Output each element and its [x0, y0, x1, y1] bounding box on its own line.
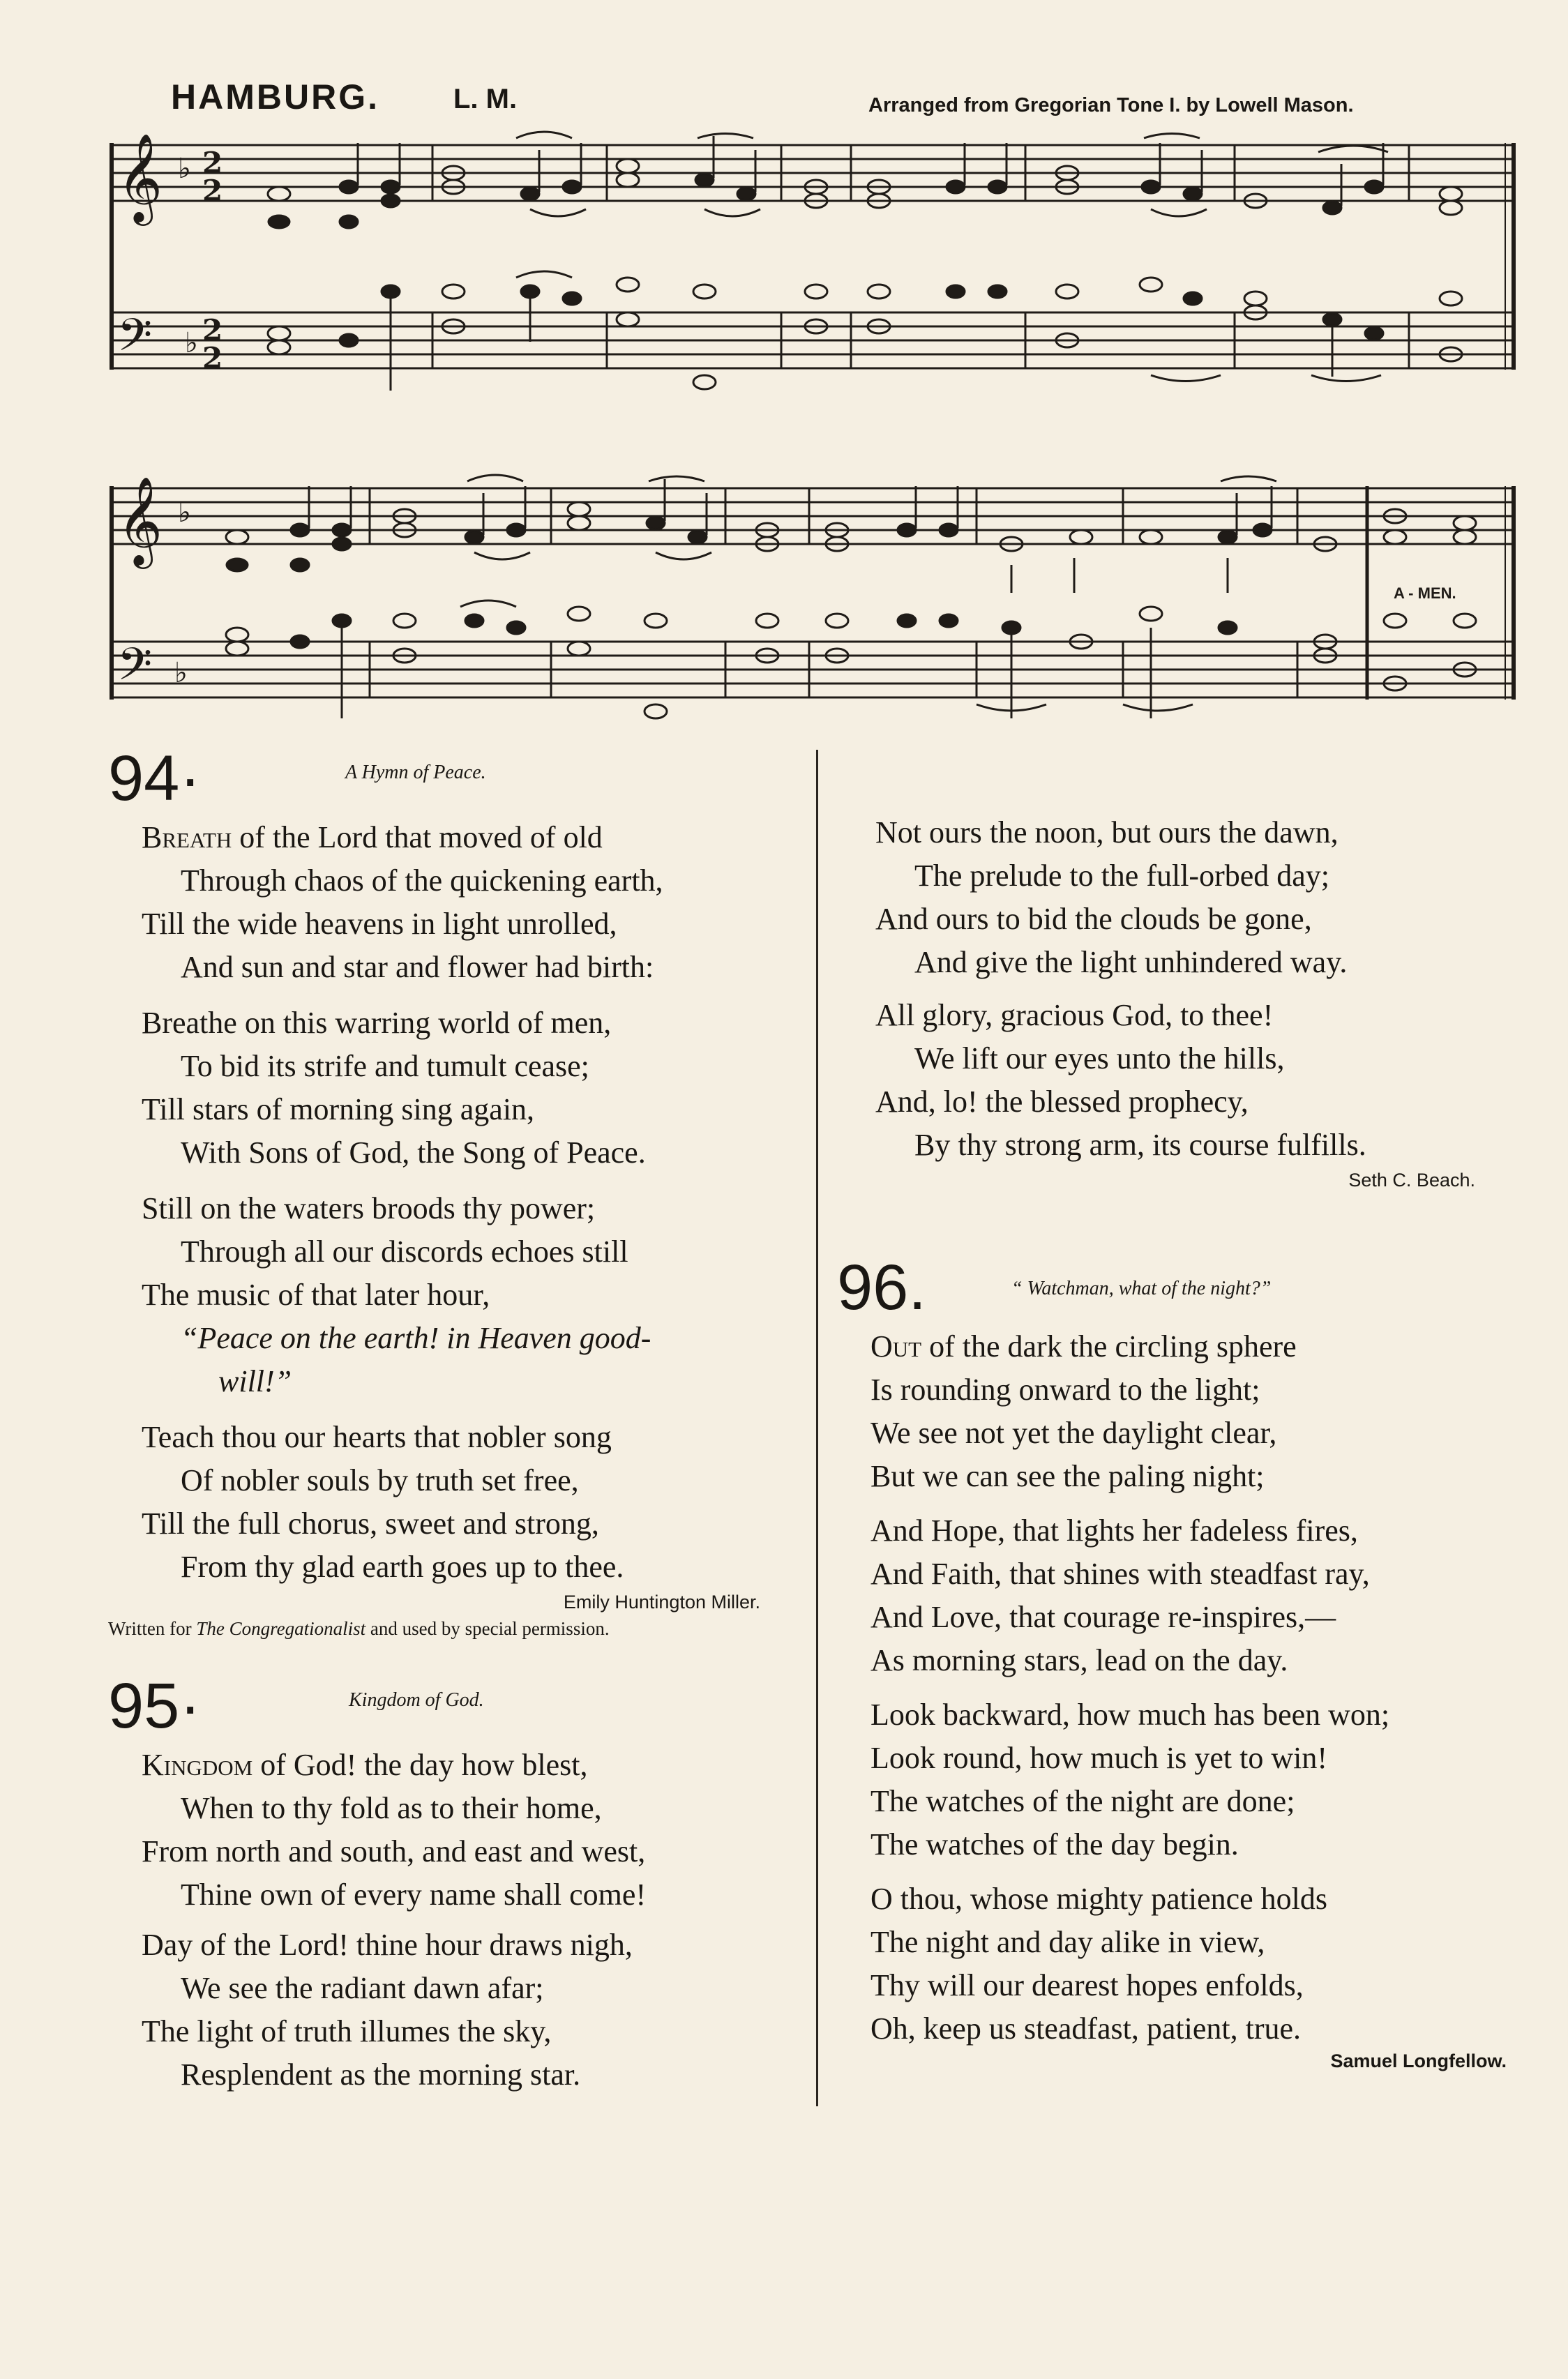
hymn-95-continued	[875, 811, 1545, 1191]
verse-line: Still on the waters broods thy power;	[142, 1191, 596, 1225]
hymn-title: A Hymn of Peace.	[345, 762, 486, 783]
stanza	[142, 1924, 795, 2097]
verse-line: Through chaos of the quickening earth,	[181, 863, 663, 898]
verse-line: The prelude to the full-orbed day;	[914, 859, 1330, 893]
amen-label: A - MEN.	[1394, 584, 1456, 602]
stanza	[142, 816, 795, 989]
treble-clef-icon: 𝄞	[117, 476, 163, 565]
hymn-95	[108, 1670, 795, 2109]
verse-line: The music of that later hour,	[142, 1278, 490, 1312]
svg-text:♭: ♭	[178, 497, 191, 529]
system1-barlines	[432, 145, 1409, 368]
stanza	[142, 1744, 795, 1917]
verse-line: Thy will our dearest hopes enfolds,	[870, 1968, 1304, 2002]
verse-line: From thy glad earth goes up to thee.	[181, 1550, 624, 1584]
stanza	[142, 1416, 795, 1589]
music-score	[0, 0, 1568, 725]
hymn-author: Emily Huntington Miller.	[563, 1592, 760, 1613]
tune-name: HAMBURG.	[171, 77, 379, 116]
verse-line: And sun and star and flower had birth:	[181, 950, 654, 984]
stanza	[870, 1509, 1535, 1682]
verse-line: And Faith, that shines with steadfast ray,	[870, 1557, 1370, 1591]
verse-line: As morning stars, lead on the day.	[870, 1643, 1288, 1677]
verse-line: And, lo! the blessed prophecy,	[875, 1085, 1249, 1119]
verse-line: Thine own of every name shall come!	[181, 1878, 647, 1912]
svg-text:2: 2	[202, 174, 223, 208]
verse-line: The night and day alike in view,	[870, 1925, 1265, 1959]
verse-line: The watches of the night are done;	[870, 1784, 1295, 1818]
svg-text:♭: ♭	[178, 153, 191, 185]
verse-line: Look backward, how much has been won;	[870, 1698, 1390, 1732]
verse-line: Oh, keep us steadfast, patient, true.	[870, 2011, 1302, 2046]
bass-clef-icon: 𝄢	[117, 310, 153, 372]
hymn-number: 95·	[108, 1670, 201, 1742]
verse-line: Till the wide heavens in light unrolled,	[142, 907, 617, 941]
stanza	[870, 1878, 1535, 2051]
hymn-96	[837, 1252, 1535, 2072]
verse-line: Through all our discords echoes still	[181, 1234, 628, 1269]
verse-line: O thou, whose mighty patience holds	[870, 1882, 1328, 1916]
verse-line: “Peace on the earth! in Heaven good-	[181, 1321, 651, 1355]
verse-line: Of nobler souls by truth set free,	[181, 1463, 579, 1497]
verse-line: Out of the dark the circling sphere	[870, 1329, 1297, 1364]
stanza	[875, 811, 1545, 984]
system2-ties	[460, 475, 1276, 711]
verse-line: All glory, gracious God, to thee!	[875, 998, 1274, 1032]
verse-line: Is rounding onward to the light;	[870, 1373, 1260, 1407]
column-divider	[816, 750, 818, 2106]
stanza	[142, 1002, 795, 1175]
verse-line: By thy strong arm, its course fulfills.	[914, 1128, 1366, 1162]
verse-line: Till stars of morning sing again,	[142, 1092, 535, 1126]
verse-line: And Love, that courage re-inspires,—	[870, 1600, 1336, 1634]
bass-clef-icon: 𝄢	[117, 639, 153, 702]
verse-line: Teach thou our hearts that nobler song	[142, 1420, 612, 1454]
verse-line: The light of truth illumes the sky,	[142, 2014, 552, 2048]
verse-line: Look round, how much is yet to win!	[870, 1741, 1328, 1775]
verse-line: And ours to bid the clouds be gone,	[875, 902, 1312, 936]
verse-line: With Sons of God, the Song of Peace.	[181, 1135, 646, 1170]
verse-line: To bid its strife and tumult cease;	[181, 1049, 589, 1083]
verse-line: Day of the Lord! thine hour draws nigh,	[142, 1928, 633, 1962]
svg-text:2: 2	[202, 341, 223, 375]
verse-line: The watches of the day begin.	[870, 1827, 1239, 1861]
verse-line: Kingdom of God! the day how blest,	[142, 1748, 588, 1782]
verse-line: Breath of the Lord that moved of old	[142, 820, 603, 854]
hymn-94	[108, 743, 795, 1640]
hymn-author: Samuel Longfellow.	[1330, 2051, 1507, 2071]
verse-line: And Hope, that lights her fadeless fires,	[870, 1513, 1358, 1548]
system1-stems	[358, 136, 1383, 391]
verse-line: And give the light unhindered way.	[914, 945, 1348, 979]
verse-line: We see not yet the daylight clear,	[870, 1416, 1277, 1450]
verse-line: We lift our eyes unto the hills,	[914, 1041, 1285, 1075]
system2-notes	[226, 502, 1476, 718]
system2-barlines	[370, 488, 1297, 697]
permission-note: Written for The Congregationalist and used by special permission.	[108, 1618, 610, 1639]
verse-line: Resplendent as the morning star.	[181, 2057, 581, 2092]
svg-text:2: 2	[202, 313, 223, 347]
treble-clef-icon: 𝄞	[117, 133, 163, 222]
verse-line: Not ours the noon, but ours the dawn,	[875, 815, 1339, 849]
system1-ties	[516, 132, 1388, 382]
stanza	[870, 1693, 1535, 1866]
svg-text:♭: ♭	[185, 327, 198, 359]
verse-line: But we can see the paling night;	[870, 1459, 1265, 1493]
verse-line: Breathe on this warring world of men,	[142, 1006, 612, 1040]
meter: L. M.	[453, 84, 518, 114]
arranger-credit: Arranged from Gregorian Tone I. by Lowell Mason.	[868, 94, 1354, 116]
stanza	[870, 1325, 1535, 1498]
system2-treble-staff	[112, 488, 1514, 544]
hymn-title: “ Watchman, what of the night?”	[1011, 1278, 1272, 1299]
verse-line: will!”	[218, 1364, 292, 1398]
stanza	[875, 994, 1545, 1167]
svg-text:2: 2	[202, 146, 223, 180]
verse-line: We see the radiant dawn afar;	[181, 1971, 544, 2005]
verse-line: Till the full chorus, sweet and strong,	[142, 1506, 599, 1541]
hymn-number: 96.	[837, 1252, 926, 1323]
hymn-author: Seth C. Beach.	[1348, 1170, 1475, 1191]
stanza	[142, 1187, 795, 1403]
hymn-number: 94·	[108, 743, 201, 814]
svg-text:♭: ♭	[174, 657, 188, 689]
verse-line: From north and south, and east and west,	[142, 1834, 646, 1868]
system2-bass-staff	[112, 642, 1514, 697]
hymn-title: Kingdom of God.	[349, 1689, 484, 1711]
verse-line: When to thy fold as to their home,	[181, 1791, 602, 1825]
